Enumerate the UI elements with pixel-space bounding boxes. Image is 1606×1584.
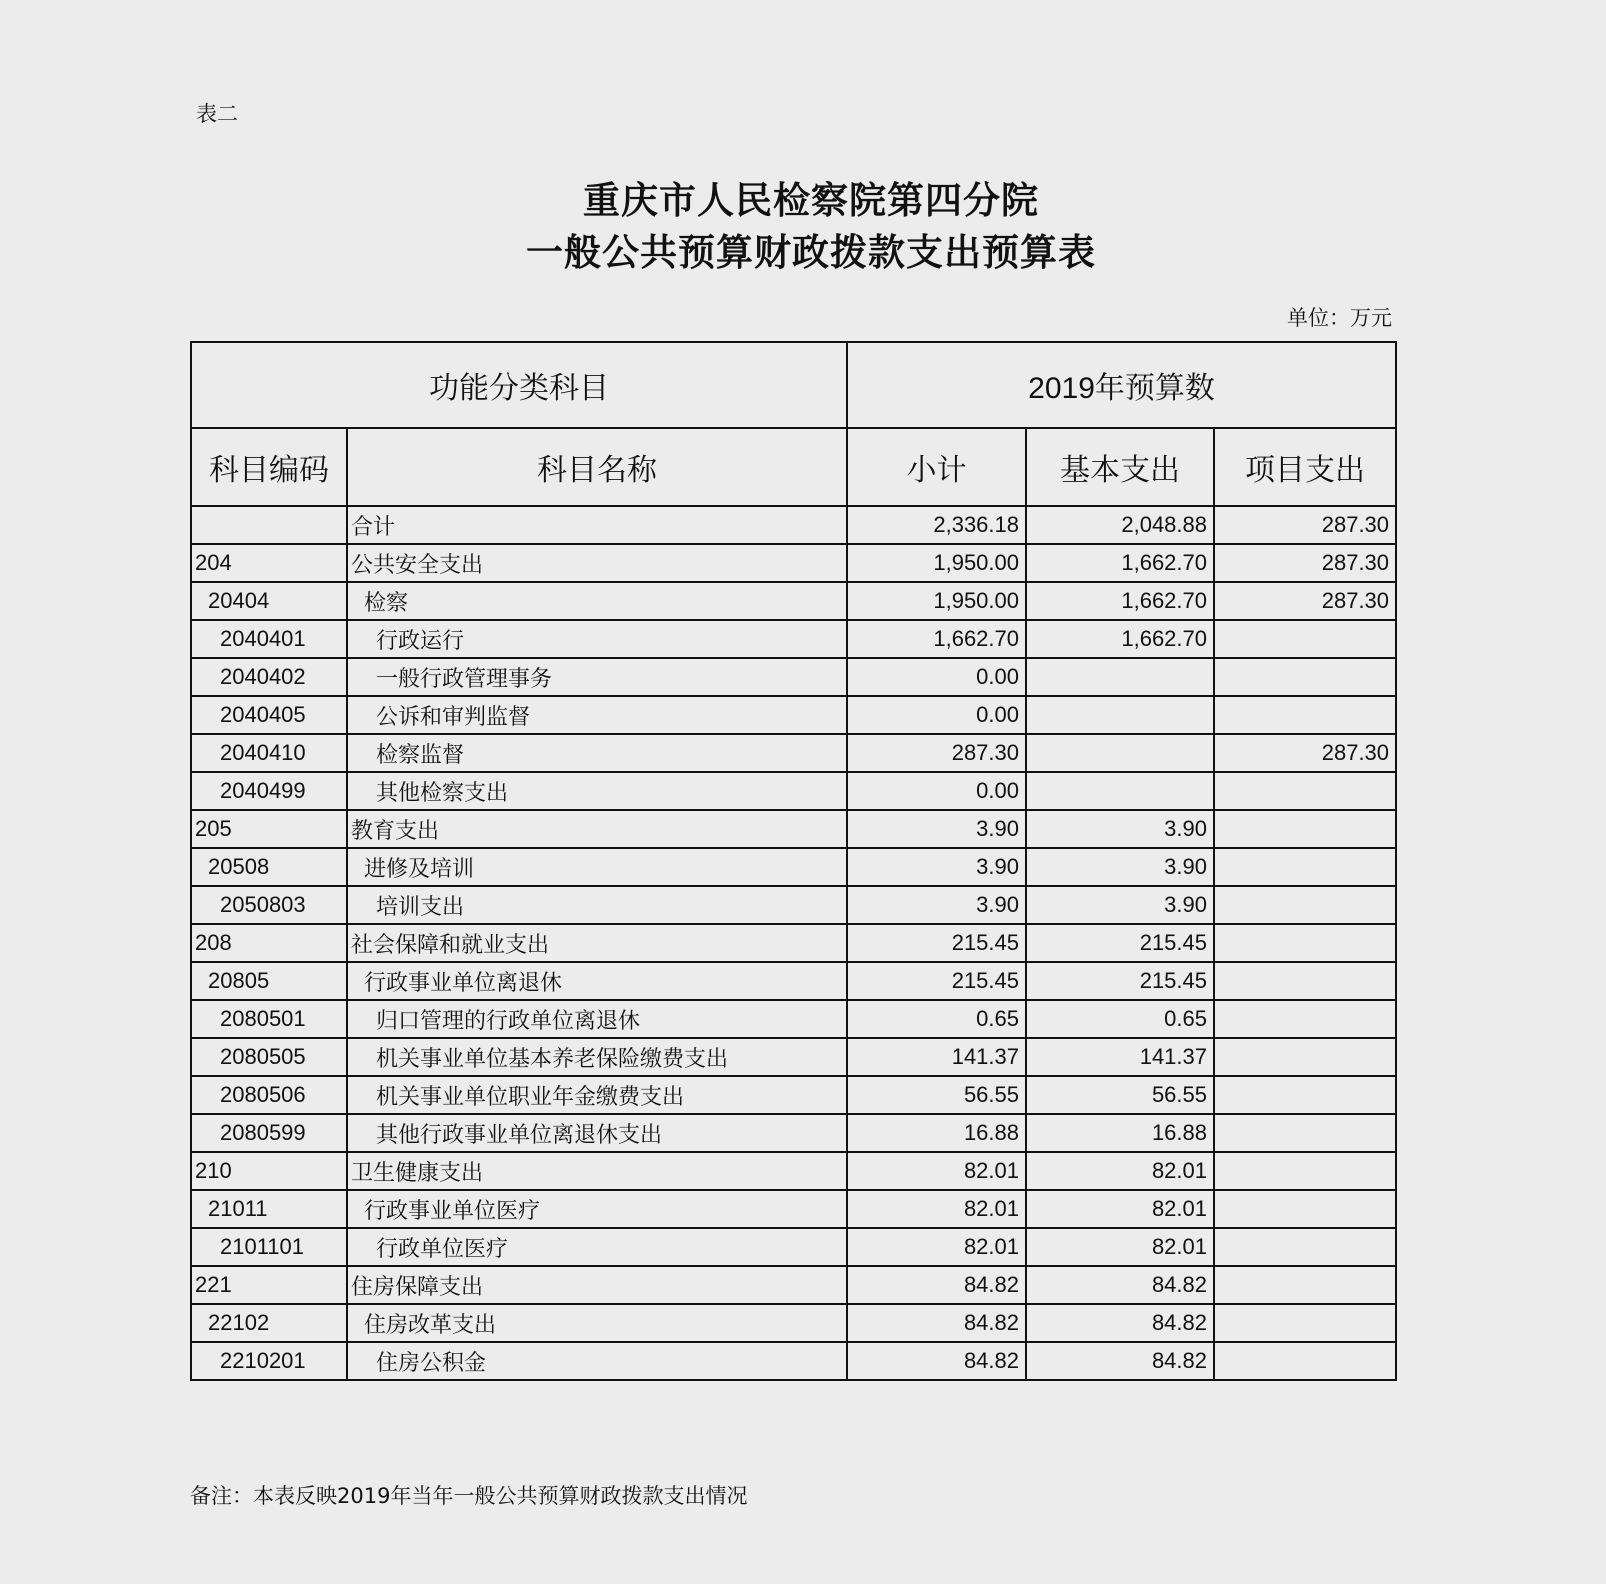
project-cell: 287.30 bbox=[1214, 544, 1396, 582]
name-cell: 行政单位医疗 bbox=[347, 1228, 847, 1266]
name-cell: 住房公积金 bbox=[347, 1342, 847, 1380]
code-cell: 2080501 bbox=[191, 1000, 347, 1038]
subtotal-cell: 3.90 bbox=[847, 886, 1026, 924]
sheet-label: 表二 bbox=[196, 102, 238, 126]
basic-cell: 84.82 bbox=[1026, 1304, 1214, 1342]
table-row bbox=[191, 1304, 1396, 1342]
table-row bbox=[191, 1266, 1396, 1304]
basic-cell: 56.55 bbox=[1026, 1076, 1214, 1114]
project-cell bbox=[1214, 1266, 1396, 1304]
code-cell: 2080506 bbox=[191, 1076, 347, 1114]
subtotal-cell: 141.37 bbox=[847, 1038, 1026, 1076]
code-cell: 2040499 bbox=[191, 772, 347, 810]
basic-cell: 0.65 bbox=[1026, 1000, 1214, 1038]
name-cell: 培训支出 bbox=[347, 886, 847, 924]
name-cell: 机关事业单位职业年金缴费支出 bbox=[347, 1076, 847, 1114]
table-row bbox=[191, 772, 1396, 810]
header-basic: 基本支出 bbox=[1026, 428, 1214, 506]
table-row bbox=[191, 734, 1396, 772]
subtotal-cell: 84.82 bbox=[847, 1304, 1026, 1342]
subtotal-cell: 1,662.70 bbox=[847, 620, 1026, 658]
project-cell bbox=[1214, 962, 1396, 1000]
unit-label: 单位：万元 bbox=[1287, 306, 1392, 330]
basic-cell: 215.45 bbox=[1026, 924, 1214, 962]
document-title-line2: 一般公共预算财政拨款支出预算表 bbox=[526, 231, 1096, 274]
basic-cell: 82.01 bbox=[1026, 1152, 1214, 1190]
table-row bbox=[191, 658, 1396, 696]
code-cell: 2040401 bbox=[191, 620, 347, 658]
code-cell: 221 bbox=[191, 1266, 347, 1304]
basic-cell: 84.82 bbox=[1026, 1342, 1214, 1380]
basic-cell: 3.90 bbox=[1026, 848, 1214, 886]
table-row bbox=[191, 924, 1396, 962]
project-cell bbox=[1214, 1304, 1396, 1342]
header-project: 项目支出 bbox=[1214, 428, 1396, 506]
code-cell: 2050803 bbox=[191, 886, 347, 924]
header-name: 科目名称 bbox=[347, 428, 847, 506]
code-cell: 22102 bbox=[191, 1304, 347, 1342]
header-group-row bbox=[191, 342, 1396, 428]
code-cell: 204 bbox=[191, 544, 347, 582]
name-cell: 检察监督 bbox=[347, 734, 847, 772]
project-cell bbox=[1214, 848, 1396, 886]
code-cell: 20404 bbox=[191, 582, 347, 620]
subtotal-cell: 0.00 bbox=[847, 772, 1026, 810]
header-budget-2019: 2019年预算数 bbox=[847, 342, 1396, 428]
table-row bbox=[191, 848, 1396, 886]
subtotal-cell: 56.55 bbox=[847, 1076, 1026, 1114]
name-cell: 社会保障和就业支出 bbox=[347, 924, 847, 962]
name-cell: 进修及培训 bbox=[347, 848, 847, 886]
basic-cell: 1,662.70 bbox=[1026, 620, 1214, 658]
budget-table bbox=[190, 341, 1397, 1381]
header-code: 科目编码 bbox=[191, 428, 347, 506]
table-row bbox=[191, 810, 1396, 848]
table-row bbox=[191, 1152, 1396, 1190]
name-cell: 其他行政事业单位离退休支出 bbox=[347, 1114, 847, 1152]
basic-cell: 2,048.88 bbox=[1026, 506, 1214, 544]
subtotal-cell: 1,950.00 bbox=[847, 544, 1026, 582]
table-body bbox=[191, 506, 1396, 1380]
subtotal-cell: 3.90 bbox=[847, 848, 1026, 886]
project-cell bbox=[1214, 1342, 1396, 1380]
project-cell bbox=[1214, 1038, 1396, 1076]
project-cell bbox=[1214, 886, 1396, 924]
subtotal-cell: 215.45 bbox=[847, 962, 1026, 1000]
basic-cell bbox=[1026, 734, 1214, 772]
document-title-line1: 重庆市人民检察院第四分院 bbox=[583, 179, 1039, 222]
basic-cell: 16.88 bbox=[1026, 1114, 1214, 1152]
subtotal-cell: 0.65 bbox=[847, 1000, 1026, 1038]
table-row bbox=[191, 1038, 1396, 1076]
project-cell bbox=[1214, 1000, 1396, 1038]
project-cell bbox=[1214, 1190, 1396, 1228]
subtotal-cell: 287.30 bbox=[847, 734, 1026, 772]
project-cell bbox=[1214, 620, 1396, 658]
project-cell bbox=[1214, 1228, 1396, 1266]
subtotal-cell: 1,950.00 bbox=[847, 582, 1026, 620]
name-cell: 卫生健康支出 bbox=[347, 1152, 847, 1190]
name-cell: 归口管理的行政单位离退休 bbox=[347, 1000, 847, 1038]
code-cell: 21011 bbox=[191, 1190, 347, 1228]
project-cell bbox=[1214, 696, 1396, 734]
subtotal-cell: 3.90 bbox=[847, 810, 1026, 848]
table-row bbox=[191, 1076, 1396, 1114]
basic-cell: 3.90 bbox=[1026, 810, 1214, 848]
basic-cell: 141.37 bbox=[1026, 1038, 1214, 1076]
name-cell: 行政事业单位离退休 bbox=[347, 962, 847, 1000]
table-row bbox=[191, 582, 1396, 620]
code-cell: 2080599 bbox=[191, 1114, 347, 1152]
code-cell bbox=[191, 506, 347, 544]
basic-cell: 82.01 bbox=[1026, 1190, 1214, 1228]
table-row bbox=[191, 544, 1396, 582]
subtotal-cell: 0.00 bbox=[847, 696, 1026, 734]
subtotal-cell: 2,336.18 bbox=[847, 506, 1026, 544]
header-column-row bbox=[191, 428, 1396, 506]
basic-cell: 3.90 bbox=[1026, 886, 1214, 924]
basic-cell: 82.01 bbox=[1026, 1228, 1214, 1266]
project-cell bbox=[1214, 1152, 1396, 1190]
table-row bbox=[191, 1228, 1396, 1266]
name-cell: 合计 bbox=[347, 506, 847, 544]
subtotal-cell: 84.82 bbox=[847, 1342, 1026, 1380]
table-row bbox=[191, 1190, 1396, 1228]
name-cell: 行政运行 bbox=[347, 620, 847, 658]
name-cell: 公共安全支出 bbox=[347, 544, 847, 582]
table-row bbox=[191, 886, 1396, 924]
table-row bbox=[191, 506, 1396, 544]
code-cell: 208 bbox=[191, 924, 347, 962]
code-cell: 2101101 bbox=[191, 1228, 347, 1266]
name-cell: 检察 bbox=[347, 582, 847, 620]
project-cell: 287.30 bbox=[1214, 734, 1396, 772]
name-cell: 教育支出 bbox=[347, 810, 847, 848]
table-row bbox=[191, 620, 1396, 658]
project-cell bbox=[1214, 924, 1396, 962]
name-cell: 一般行政管理事务 bbox=[347, 658, 847, 696]
basic-cell bbox=[1026, 772, 1214, 810]
subtotal-cell: 215.45 bbox=[847, 924, 1026, 962]
subtotal-cell: 82.01 bbox=[847, 1190, 1026, 1228]
basic-cell bbox=[1026, 696, 1214, 734]
name-cell: 机关事业单位基本养老保险缴费支出 bbox=[347, 1038, 847, 1076]
basic-cell: 215.45 bbox=[1026, 962, 1214, 1000]
table-row bbox=[191, 1342, 1396, 1380]
basic-cell: 1,662.70 bbox=[1026, 544, 1214, 582]
basic-cell bbox=[1026, 658, 1214, 696]
footnote: 备注：本表反映2019年当年一般公共预算财政拨款支出情况 bbox=[190, 1484, 748, 1508]
code-cell: 2040402 bbox=[191, 658, 347, 696]
name-cell: 公诉和审判监督 bbox=[347, 696, 847, 734]
subtotal-cell: 16.88 bbox=[847, 1114, 1026, 1152]
code-cell: 2080505 bbox=[191, 1038, 347, 1076]
basic-cell: 1,662.70 bbox=[1026, 582, 1214, 620]
code-cell: 210 bbox=[191, 1152, 347, 1190]
code-cell: 2210201 bbox=[191, 1342, 347, 1380]
code-cell: 20805 bbox=[191, 962, 347, 1000]
header-function-category: 功能分类科目 bbox=[191, 342, 847, 428]
project-cell bbox=[1214, 1076, 1396, 1114]
table-row bbox=[191, 962, 1396, 1000]
subtotal-cell: 84.82 bbox=[847, 1266, 1026, 1304]
code-cell: 2040405 bbox=[191, 696, 347, 734]
table-row bbox=[191, 1000, 1396, 1038]
project-cell: 287.30 bbox=[1214, 582, 1396, 620]
project-cell bbox=[1214, 1114, 1396, 1152]
name-cell: 行政事业单位医疗 bbox=[347, 1190, 847, 1228]
project-cell: 287.30 bbox=[1214, 506, 1396, 544]
basic-cell: 84.82 bbox=[1026, 1266, 1214, 1304]
table-row bbox=[191, 1114, 1396, 1152]
name-cell: 住房改革支出 bbox=[347, 1304, 847, 1342]
subtotal-cell: 82.01 bbox=[847, 1228, 1026, 1266]
project-cell bbox=[1214, 772, 1396, 810]
header-subtotal: 小计 bbox=[847, 428, 1026, 506]
project-cell bbox=[1214, 658, 1396, 696]
code-cell: 2040410 bbox=[191, 734, 347, 772]
name-cell: 其他检察支出 bbox=[347, 772, 847, 810]
subtotal-cell: 82.01 bbox=[847, 1152, 1026, 1190]
subtotal-cell: 0.00 bbox=[847, 658, 1026, 696]
name-cell: 住房保障支出 bbox=[347, 1266, 847, 1304]
code-cell: 20508 bbox=[191, 848, 347, 886]
code-cell: 205 bbox=[191, 810, 347, 848]
table-row bbox=[191, 696, 1396, 734]
project-cell bbox=[1214, 810, 1396, 848]
